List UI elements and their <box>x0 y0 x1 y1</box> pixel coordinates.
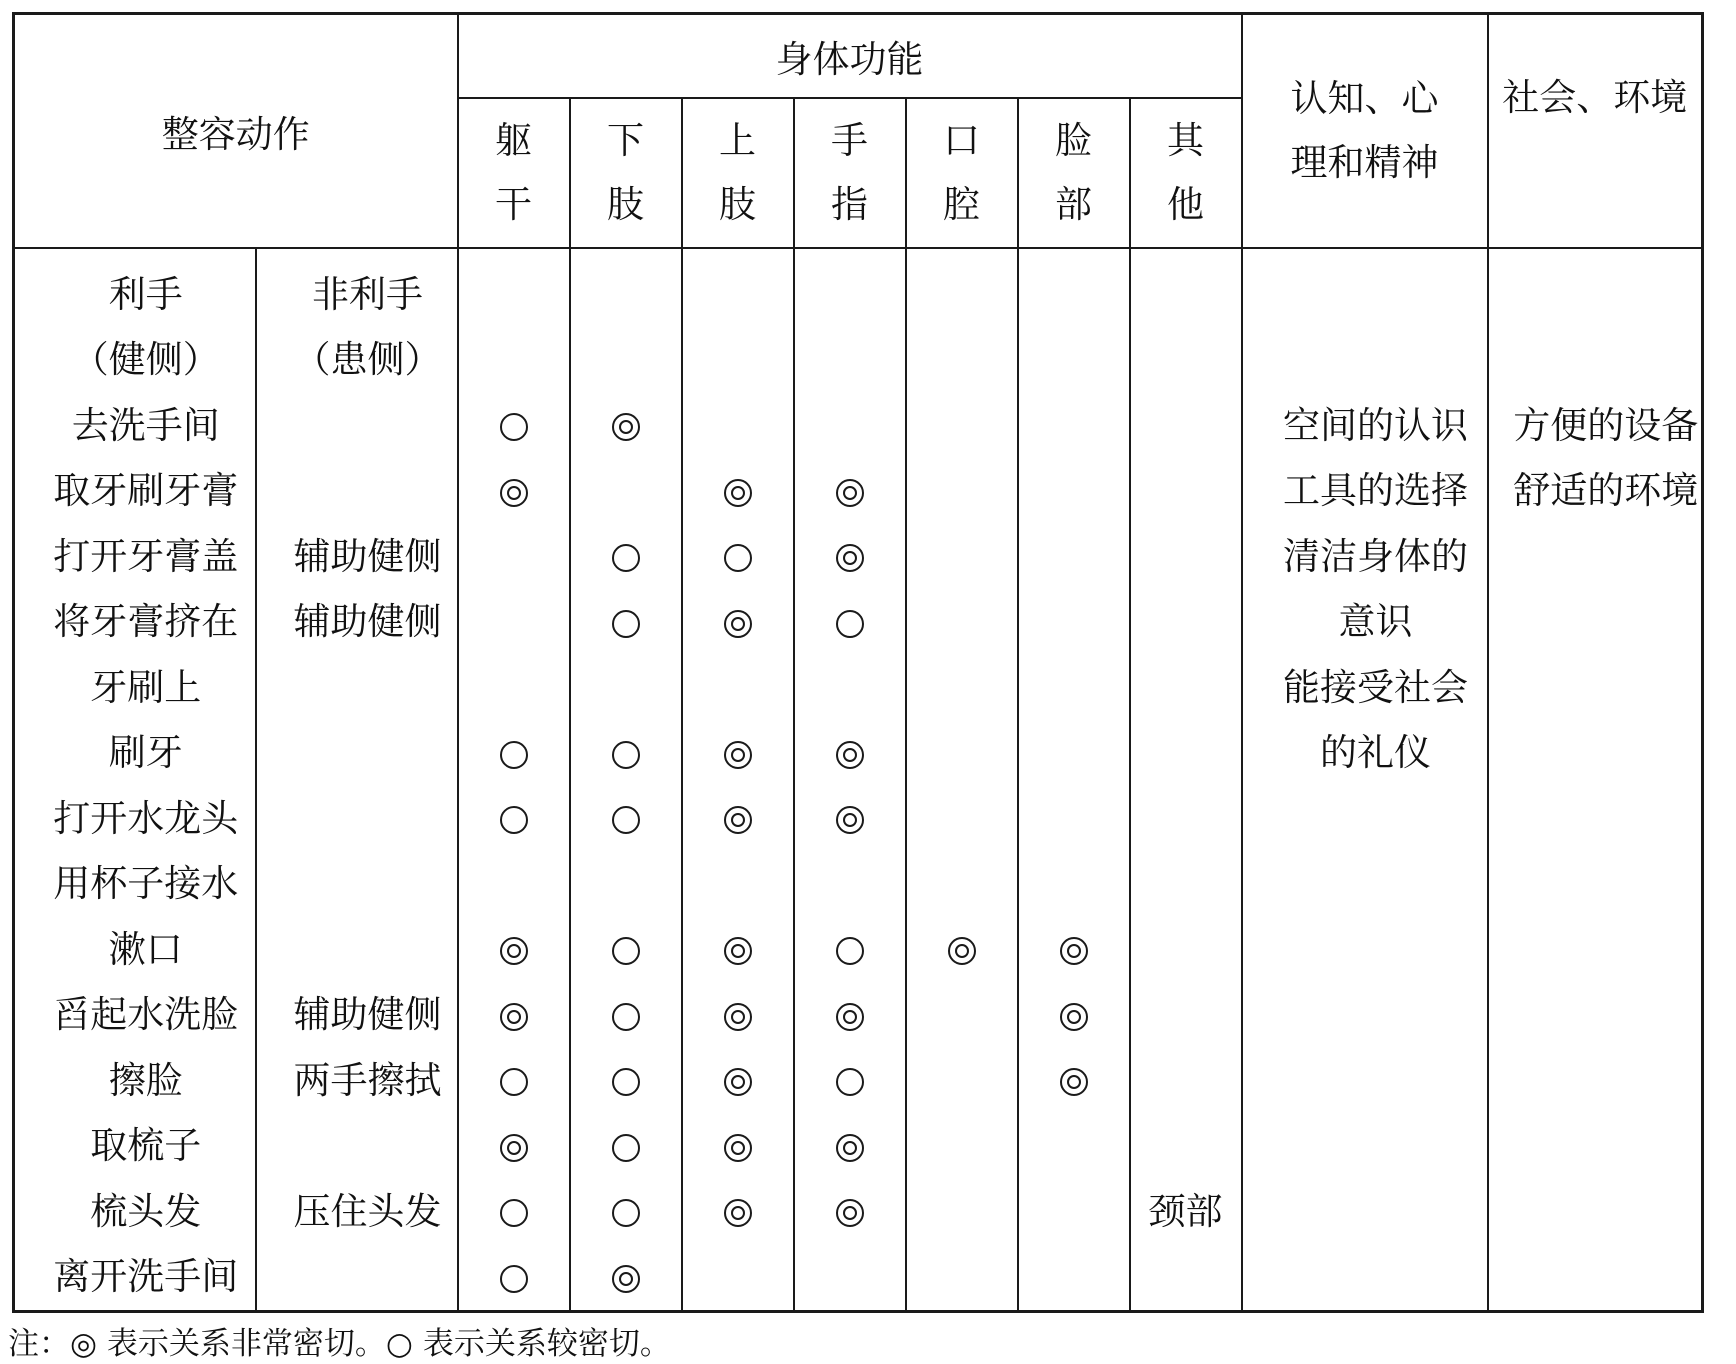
blank-line <box>1131 327 1241 393</box>
blank-line <box>1265 327 1487 393</box>
mark-cell <box>795 1113 905 1179</box>
mark-cell <box>1131 720 1241 786</box>
mark-cell <box>683 1244 793 1310</box>
very-close-relation-icon <box>612 1265 640 1293</box>
mark-cell <box>907 655 1017 721</box>
blank-line <box>907 327 1017 393</box>
aux-cell: 两手擦拭 <box>293 1058 442 1102</box>
action-cell: 将牙膏挤在 <box>53 600 239 643</box>
very-close-relation-icon <box>724 1199 752 1227</box>
mark-cell <box>907 589 1017 655</box>
cognitive-line: 能接受社会 <box>1283 665 1469 709</box>
blank-line <box>683 327 793 393</box>
blank-line <box>1131 262 1241 328</box>
mark-cell <box>795 851 905 917</box>
mark-cell <box>683 1113 793 1179</box>
mark-cell <box>459 458 569 524</box>
aux-cell <box>279 917 457 983</box>
grooming-activity-table <box>12 12 1704 1313</box>
mark-cell <box>795 458 905 524</box>
header-mouth <box>906 98 1018 248</box>
social-list <box>1511 249 1702 524</box>
header-trunk <box>458 98 570 248</box>
mark-cell <box>795 1179 905 1245</box>
column-mouth <box>906 248 1018 1312</box>
mark-cell <box>1019 589 1129 655</box>
header-cognitive-text: 认知、心理和精神 <box>1290 77 1439 184</box>
footnote-double-text: 表示关系非常密切。 <box>97 1326 386 1362</box>
mark-cell <box>907 1179 1017 1245</box>
mark-cell <box>1131 917 1241 983</box>
very-close-relation-icon <box>724 937 752 965</box>
dominant-hand-sublabel: （健侧） <box>71 338 220 381</box>
mark-cell <box>683 786 793 852</box>
action-cell: 打开水龙头 <box>53 796 239 840</box>
footnote-prefix: 注： <box>8 1326 70 1362</box>
mark-cell <box>571 458 681 524</box>
aux-cell: 辅助健侧 <box>293 600 442 643</box>
mark-cell <box>1131 786 1241 852</box>
mark-cell <box>459 917 569 983</box>
mark-cell <box>459 524 569 590</box>
mark-cell <box>907 1048 1017 1114</box>
dominant-hand-label: 利手 <box>108 272 183 316</box>
mark-cell <box>683 982 793 1048</box>
very-close-relation-icon <box>500 1003 528 1031</box>
mark-cell <box>1131 1244 1241 1310</box>
mark-cell <box>571 655 681 721</box>
mark-cell <box>683 655 793 721</box>
very-close-relation-icon <box>948 937 976 965</box>
column-fingers <box>794 248 906 1312</box>
close-relation-icon <box>500 806 528 834</box>
mark-cell <box>683 851 793 917</box>
aux-cell: 辅助健侧 <box>293 534 442 578</box>
header-face <box>1018 98 1130 248</box>
mark-cell <box>795 720 905 786</box>
blank-line <box>459 327 569 393</box>
social-line: 方便的设备 <box>1513 403 1699 447</box>
header-upper-limb <box>682 98 794 248</box>
header-trunk-text: 躯干 <box>494 118 532 226</box>
column-action <box>14 248 256 1312</box>
column-lower-limb <box>570 248 682 1312</box>
blank-line <box>571 262 681 328</box>
close-relation-icon <box>500 413 528 441</box>
mark-text-cell: 颈部 <box>1148 1189 1223 1233</box>
mark-cell <box>1019 1179 1129 1245</box>
mark-cell <box>1019 458 1129 524</box>
mark-cell <box>1131 655 1241 721</box>
mark-cell <box>1131 982 1241 1048</box>
close-relation-icon <box>612 1199 640 1227</box>
mark-cell <box>1019 982 1129 1048</box>
aux-list <box>279 249 457 1310</box>
very-close-relation-icon <box>836 1134 864 1162</box>
cognitive-list <box>1265 249 1487 786</box>
mark-cell <box>571 589 681 655</box>
action-cell: 用杯子接水 <box>53 862 239 905</box>
blank-line <box>683 262 793 328</box>
mark-cell <box>459 786 569 852</box>
very-close-relation-icon <box>724 610 752 638</box>
footnote-single-text: 表示关系较密切。 <box>412 1326 671 1362</box>
mark-cell <box>683 393 793 459</box>
mark-cell <box>1131 393 1241 459</box>
mark-cell <box>1131 1113 1241 1179</box>
close-relation-icon <box>612 1134 640 1162</box>
very-close-relation-icon <box>500 479 528 507</box>
close-relation-icon <box>612 741 640 769</box>
action-cell: 离开洗手间 <box>53 1255 239 1298</box>
close-relation-icon <box>836 1068 864 1096</box>
aux-cell <box>279 1244 457 1310</box>
footnote-single-symbol: ○ <box>385 1326 413 1362</box>
action-cell: 漱口 <box>108 927 183 971</box>
column-cognitive <box>1242 248 1488 1312</box>
mark-cell <box>1131 1048 1241 1114</box>
mark-cell <box>571 786 681 852</box>
blank-line <box>795 327 905 393</box>
mark-cell <box>907 1113 1017 1179</box>
mark-cell <box>459 982 569 1048</box>
mark-cell <box>1131 458 1241 524</box>
mark-cell <box>795 393 905 459</box>
close-relation-icon <box>612 610 640 638</box>
action-list <box>37 249 255 1310</box>
mark-cell <box>795 1048 905 1114</box>
mark-cell <box>1019 786 1129 852</box>
header-action: 整容动作 <box>14 14 458 248</box>
cognitive-line: 清洁身体的 <box>1283 534 1469 578</box>
aux-cell: 压住头发 <box>293 1189 442 1233</box>
mark-cell <box>907 1244 1017 1310</box>
very-close-relation-icon <box>724 741 752 769</box>
mark-cell <box>1019 1113 1129 1179</box>
mark-cell <box>571 851 681 917</box>
nondominant-hand-sublabel: （患侧） <box>293 338 442 381</box>
mark-cell <box>571 1048 681 1114</box>
social-line: 舒适的环境 <box>1513 469 1699 512</box>
mark-cell <box>1019 851 1129 917</box>
header-social: 社会、环境 <box>1488 14 1703 248</box>
close-relation-icon <box>612 937 640 965</box>
mark-cell <box>571 1179 681 1245</box>
mark-cell <box>1019 917 1129 983</box>
mark-cell <box>683 1179 793 1245</box>
mark-cell <box>683 524 793 590</box>
mark-cell <box>571 917 681 983</box>
very-close-relation-icon <box>836 479 864 507</box>
nondominant-hand-label: 非利手 <box>312 272 423 316</box>
mark-cell <box>571 1244 681 1310</box>
cognitive-line: 空间的认识 <box>1283 403 1469 447</box>
mark-cell <box>795 589 905 655</box>
cognitive-line: 的礼仪 <box>1320 731 1432 774</box>
very-close-relation-icon <box>836 806 864 834</box>
mark-cell <box>459 655 569 721</box>
mark-cell <box>459 720 569 786</box>
aux-cell <box>279 655 457 721</box>
mark-cell <box>459 1244 569 1310</box>
aux-cell: 辅助健侧 <box>293 993 442 1036</box>
mark-cell <box>571 524 681 590</box>
blank-line <box>1511 327 1702 393</box>
mark-cell <box>571 982 681 1048</box>
mark-cell <box>907 982 1017 1048</box>
footnote-double-symbol: ◎ <box>70 1326 98 1362</box>
mark-cell <box>683 917 793 983</box>
mark-cell <box>795 1244 905 1310</box>
mark-cell <box>459 1048 569 1114</box>
action-cell: 打开牙膏盖 <box>53 534 239 578</box>
header-body-function: 身体功能 <box>458 14 1242 98</box>
header-cognitive <box>1242 14 1488 248</box>
blank-line <box>459 262 569 328</box>
mark-cell <box>907 458 1017 524</box>
close-relation-icon <box>500 741 528 769</box>
close-relation-icon <box>612 544 640 572</box>
blank-line <box>1511 262 1702 328</box>
very-close-relation-icon <box>1060 1003 1088 1031</box>
mark-cell <box>795 655 905 721</box>
column-upper-limb <box>682 248 794 1312</box>
action-cell: 牙刷上 <box>90 665 202 709</box>
mark-cell <box>1131 524 1241 590</box>
mark-cell <box>459 589 569 655</box>
cognitive-line: 意识 <box>1338 600 1413 643</box>
action-cell: 取牙刷牙膏 <box>53 469 239 512</box>
aux-cell <box>279 393 457 459</box>
mark-cell <box>459 1113 569 1179</box>
close-relation-icon <box>612 806 640 834</box>
mark-cell <box>795 524 905 590</box>
header-face-text: 脸部 <box>1054 118 1092 226</box>
very-close-relation-icon <box>724 1003 752 1031</box>
blank-line <box>1019 327 1129 393</box>
close-relation-icon <box>612 1068 640 1096</box>
very-close-relation-icon <box>836 1199 864 1227</box>
very-close-relation-icon <box>724 806 752 834</box>
header-lower-limb-text: 下肢 <box>606 118 644 226</box>
close-relation-icon <box>500 1068 528 1096</box>
table-footnote <box>8 1326 671 1362</box>
mark-cell <box>683 1048 793 1114</box>
aux-cell <box>279 1113 457 1179</box>
mark-cell <box>795 917 905 983</box>
mark-cell <box>907 917 1017 983</box>
blank-line <box>1265 262 1487 328</box>
action-cell: 取梳子 <box>90 1124 202 1167</box>
mark-cell <box>683 589 793 655</box>
column-aux <box>256 248 458 1312</box>
aux-cell <box>279 458 457 524</box>
mark-cell <box>1131 589 1241 655</box>
aux-cell <box>279 720 457 786</box>
action-cell: 梳头发 <box>90 1189 202 1233</box>
header-fingers-text: 手指 <box>830 118 868 226</box>
mark-cell <box>795 982 905 1048</box>
mark-cell <box>907 720 1017 786</box>
close-relation-icon <box>500 1265 528 1293</box>
mark-cell <box>907 393 1017 459</box>
very-close-relation-icon <box>500 1134 528 1162</box>
action-cell: 刷牙 <box>108 731 183 774</box>
very-close-relation-icon <box>724 1068 752 1096</box>
header-fingers <box>794 98 906 248</box>
blank-line <box>907 262 1017 328</box>
mark-cell <box>459 1179 569 1245</box>
column-social <box>1488 248 1703 1312</box>
aux-cell <box>279 851 457 917</box>
action-cell: 去洗手间 <box>71 403 220 447</box>
close-relation-icon <box>612 1003 640 1031</box>
mark-cell <box>1019 720 1129 786</box>
mark-cell <box>459 851 569 917</box>
mark-cell <box>1019 1048 1129 1114</box>
blank-line <box>1019 262 1129 328</box>
header-upper-limb-text: 上肢 <box>718 118 756 226</box>
close-relation-icon <box>836 937 864 965</box>
mark-cell <box>571 393 681 459</box>
mark-cell <box>1019 393 1129 459</box>
very-close-relation-icon <box>836 1003 864 1031</box>
very-close-relation-icon <box>500 937 528 965</box>
very-close-relation-icon <box>1060 937 1088 965</box>
close-relation-icon <box>724 544 752 572</box>
mark-cell <box>1019 524 1129 590</box>
mark-cell <box>683 458 793 524</box>
blank-line <box>795 262 905 328</box>
mark-cell <box>907 786 1017 852</box>
mark-cell <box>1019 655 1129 721</box>
action-cell: 擦脸 <box>108 1058 183 1102</box>
mark-cell <box>795 786 905 852</box>
close-relation-icon <box>836 610 864 638</box>
mark-cell <box>1131 851 1241 917</box>
header-mouth-text: 口腔 <box>942 118 980 226</box>
header-other-text: 其他 <box>1167 118 1205 226</box>
mark-cell <box>1019 1244 1129 1310</box>
cognitive-line: 工具的选择 <box>1283 469 1469 512</box>
column-other <box>1130 248 1242 1312</box>
action-cell: 舀起水洗脸 <box>53 993 239 1036</box>
mark-cell <box>907 851 1017 917</box>
very-close-relation-icon <box>612 413 640 441</box>
header-other <box>1130 98 1242 248</box>
very-close-relation-icon <box>836 544 864 572</box>
mark-cell <box>571 720 681 786</box>
header-lower-limb <box>570 98 682 248</box>
very-close-relation-icon <box>724 1134 752 1162</box>
very-close-relation-icon <box>1060 1068 1088 1096</box>
column-trunk <box>458 248 570 1312</box>
very-close-relation-icon <box>724 479 752 507</box>
mark-cell <box>459 393 569 459</box>
mark-cell <box>907 524 1017 590</box>
column-face <box>1018 248 1130 1312</box>
very-close-relation-icon <box>836 741 864 769</box>
mark-cell <box>683 720 793 786</box>
close-relation-icon <box>500 1199 528 1227</box>
aux-cell <box>279 786 457 852</box>
mark-cell <box>571 1113 681 1179</box>
blank-line <box>571 327 681 393</box>
